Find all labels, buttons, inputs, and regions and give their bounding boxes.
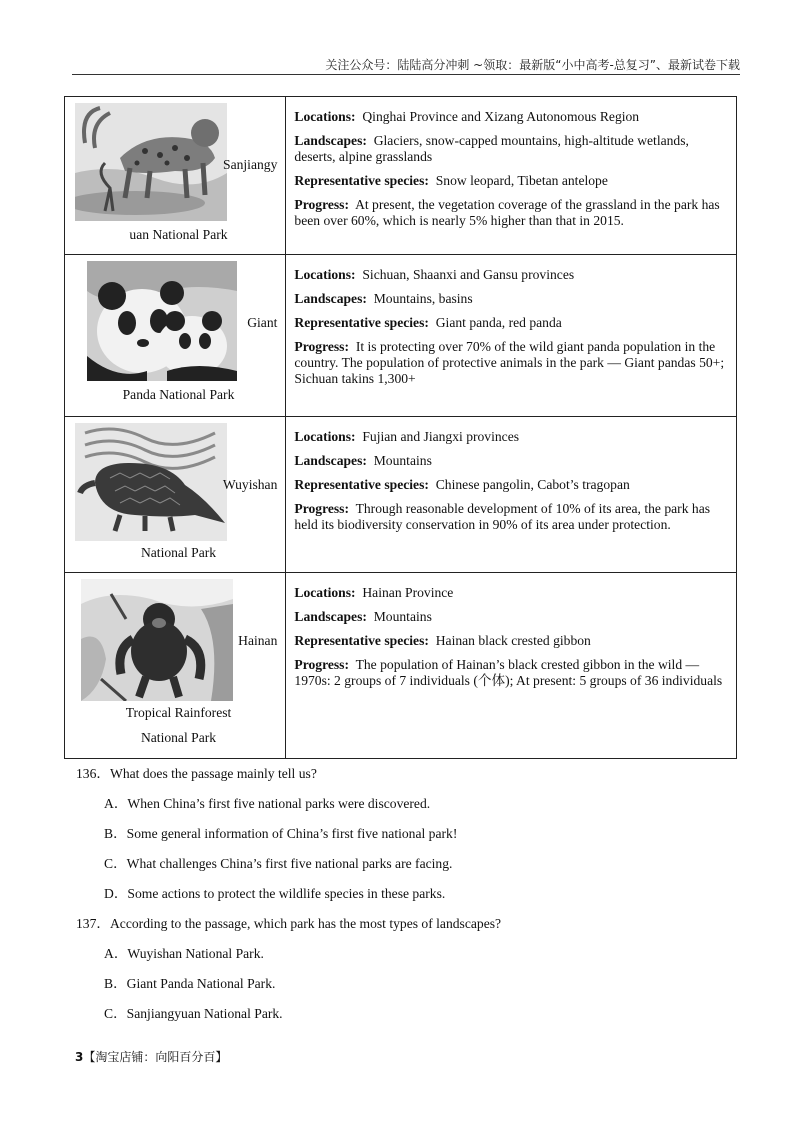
table-row	[65, 417, 737, 573]
park-info-cell	[286, 97, 737, 255]
park-name-part1: Sanjiangy	[223, 157, 278, 172]
landscapes-value: Mountains	[373, 453, 432, 468]
shop-name: 【淘宝店铺：向阳百分百】	[83, 1050, 228, 1064]
landscapes-value: Glaciers, snow-capped mountains, high-altitude wetlands, deserts, alpine grasslands	[294, 133, 689, 164]
species-label: Representative species:	[294, 315, 429, 330]
progress-label: Progress:	[294, 657, 350, 672]
park-info-cell	[286, 255, 737, 417]
locations-value: Qinghai Province and Xizang Autonomous Region	[362, 109, 640, 124]
landscapes-label: Landscapes:	[294, 133, 367, 148]
park-image-cell	[65, 255, 286, 417]
park-name-part2: uan National Park	[129, 227, 228, 242]
species-value: Snow leopard, Tibetan antelope	[435, 173, 608, 188]
progress-label: Progress:	[294, 197, 350, 212]
park-image-cell	[65, 417, 286, 573]
park-image-cell	[65, 573, 286, 759]
progress-label: Progress:	[294, 339, 350, 354]
landscapes-label: Landscapes:	[294, 609, 367, 624]
landscapes-label: Landscapes:	[294, 453, 367, 468]
page-number: 3	[75, 1050, 84, 1064]
page-footer	[75, 1048, 227, 1065]
gibbon-icon	[81, 579, 233, 701]
parks-table	[64, 96, 737, 759]
giant-panda-icon	[87, 261, 237, 381]
park-name-part1: Hainan	[238, 633, 278, 648]
page-header: 关注公众号：陆陆高分冲刺 ~领取：最新版“小中高考-总复习”、最新试卷下载	[325, 58, 740, 72]
option-b: B．Giant Panda National Park.	[104, 976, 276, 991]
progress-value: The population of Hainan’s black crested gibbon in the wild — 1970s: 2 groups of 7 individuals (个体); At present: 5 groups of 36 individuals	[294, 657, 723, 688]
landscapes-label: Landscapes:	[294, 291, 367, 306]
option-a: A．Wuyishan National Park.	[104, 946, 264, 961]
park-name-part2: Tropical Rainforest	[125, 705, 232, 720]
park-name-part1: Giant	[247, 315, 278, 330]
locations-value: Fujian and Jiangxi provinces	[362, 429, 520, 444]
park-info-cell	[286, 417, 737, 573]
option-a: A．When China’s first five national parks were discovered.	[104, 796, 431, 811]
locations-label: Locations:	[294, 585, 356, 600]
snow-leopard-icon	[75, 103, 227, 221]
progress-label: Progress:	[294, 501, 350, 516]
option-c: C．What challenges China’s first five national parks are facing.	[104, 856, 453, 871]
question-stem: 136．What does the passage mainly tell us?	[76, 766, 317, 781]
species-label: Representative species:	[294, 633, 429, 648]
landscapes-value: Mountains, basins	[373, 291, 473, 306]
landscapes-value: Mountains	[373, 609, 432, 624]
species-label: Representative species:	[294, 477, 429, 492]
species-value: Giant panda, red panda	[435, 315, 562, 330]
header-divider	[72, 74, 740, 75]
table-row	[65, 255, 737, 417]
species-value: Hainan black crested gibbon	[435, 633, 591, 648]
progress-value: At present, the vegetation coverage of the grassland in the park has been over 60%, which is nearly 5% higher than that in 2015.	[294, 197, 720, 228]
option-c: C．Sanjiangyuan National Park.	[104, 1006, 283, 1021]
park-name-part1: Wuyishan	[222, 477, 278, 492]
locations-value: Hainan Province	[362, 585, 454, 600]
park-name-part2: Panda National Park	[122, 387, 235, 402]
locations-value: Sichuan, Shaanxi and Gansu provinces	[362, 267, 575, 282]
option-d: D．Some actions to protect the wildlife species in these parks.	[104, 886, 446, 901]
species-value: Chinese pangolin, Cabot’s tragopan	[435, 477, 630, 492]
table-row	[65, 97, 737, 255]
locations-label: Locations:	[294, 109, 356, 124]
option-b: B．Some general information of China’s first five national park!	[104, 826, 458, 841]
locations-label: Locations:	[294, 429, 356, 444]
table-row	[65, 573, 737, 759]
park-info-cell	[286, 573, 737, 759]
park-image-cell	[65, 97, 286, 255]
pangolin-icon	[75, 423, 227, 541]
progress-value: It is protecting over 70% of the wild giant panda population in the country. The population of protective animals in the park — Giant pandas 50+; Sichuan takins 1,300+	[294, 339, 725, 386]
park-name-part2: National Park	[140, 545, 217, 560]
progress-value: Through reasonable development of 10% of its area, the park has held its biodiversity conservation in 90% of its area under protection.	[294, 501, 711, 532]
locations-label: Locations:	[294, 267, 356, 282]
question-stem: 137．According to the passage, which park has the most types of landscapes?	[76, 916, 502, 931]
species-label: Representative species:	[294, 173, 429, 188]
park-name-part3: National Park	[140, 730, 217, 745]
